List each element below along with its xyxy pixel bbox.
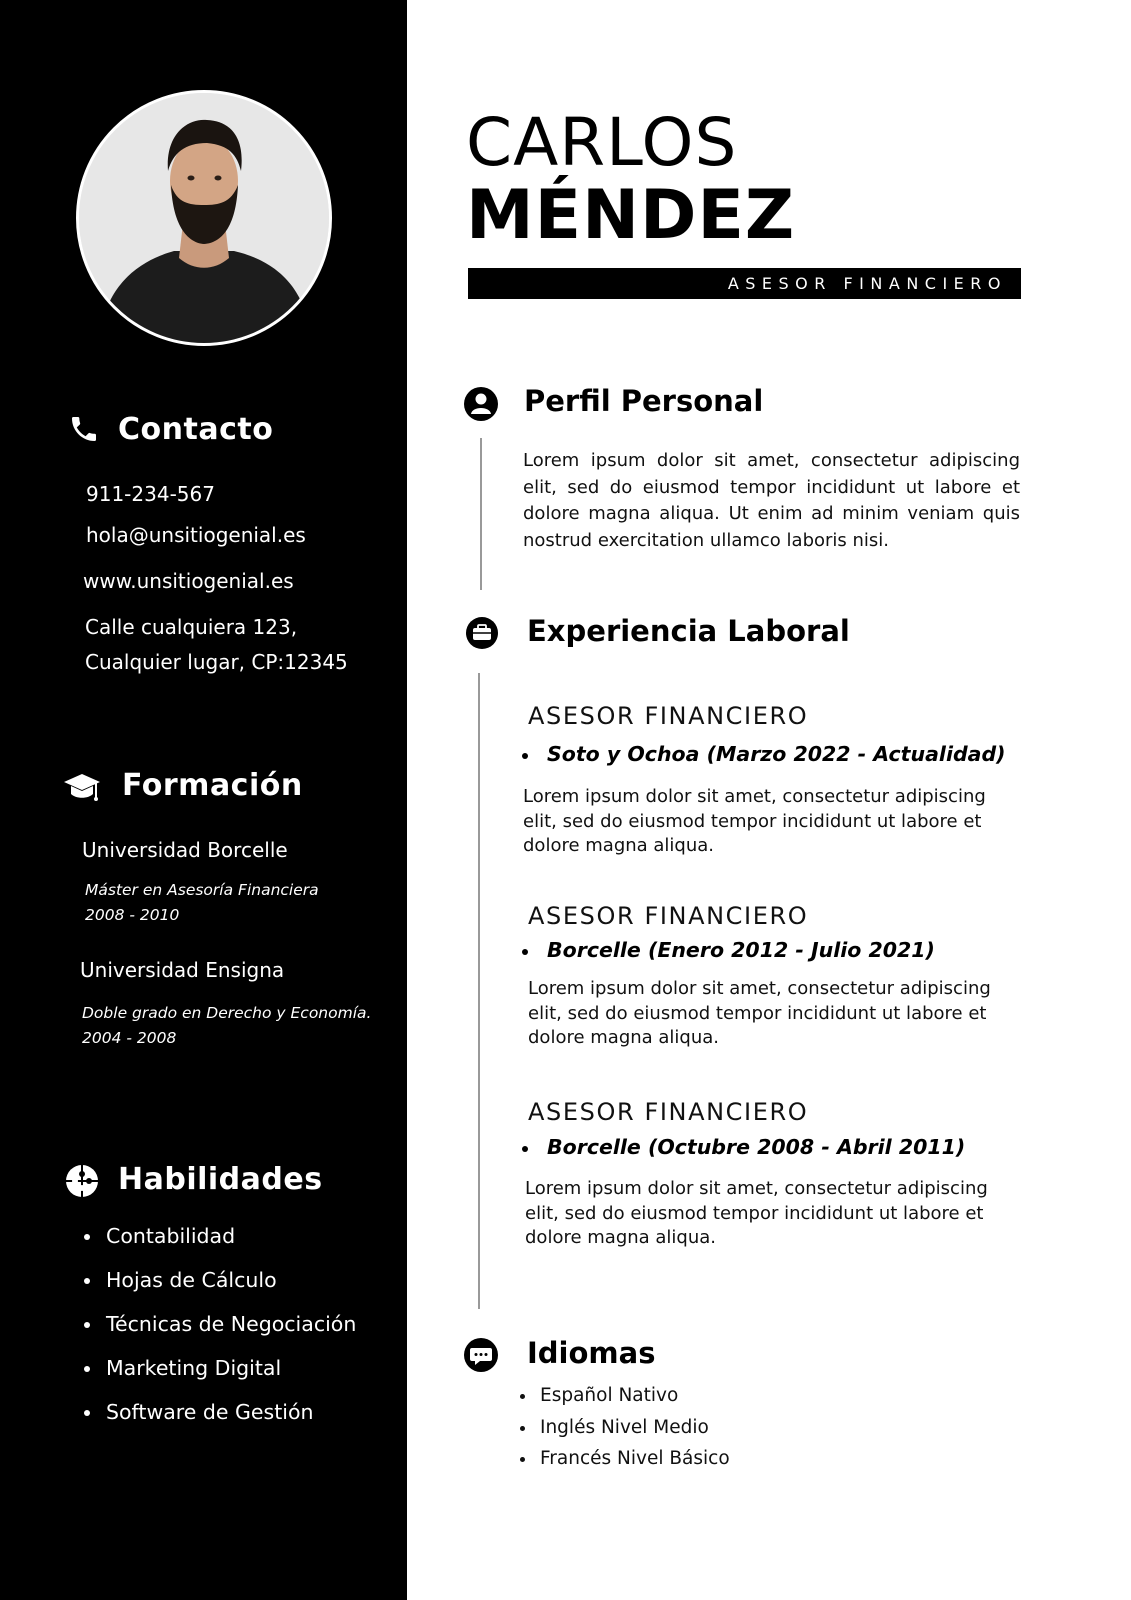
education-heading: Formación [122,768,303,803]
profile-text: Lorem ipsum dolor sit amet, consectetur adipiscing elit, sed do eiusmod tempor incididunt ut labore et dolore magna aliqua. Ut enim ad minim veniam quis nostrud exercitation ullamco laboris nisi. [523,450,1020,551]
job-description: Lorem ipsum dolor sit amet, consectetur adipiscing elit, sed do eiusmod tempor incididunt ut labore et dolore magna aliqua. [523,786,986,856]
job-title: ASESOR FINANCIERO [727,274,1007,293]
profile-heading: Perfil Personal [524,384,764,418]
job-description: Lorem ipsum dolor sit amet, consectetur adipiscing elit, sed do eiusmod tempor incididunt ut labore et dolore magna aliqua. [528,978,991,1048]
language-item: Inglés Nivel Medio [520,1417,730,1449]
contact-website: www.unsitiogenial.es [83,569,294,593]
chat-bubble-icon [463,1337,499,1377]
skill-item: Técnicas de Negociación [84,1311,356,1355]
contact-heading: Contacto [118,412,274,447]
skill-item: Marketing Digital [84,1355,356,1399]
job-title-item: ASESOR FINANCIERO [528,902,809,930]
job-company: Soto y Ochoa (Marzo 2022 - Actualidad) [522,742,1006,766]
education-school: Universidad Borcelle [82,838,288,862]
job-description: Lorem ipsum dolor sit amet, consectetur adipiscing elit, sed do eiusmod tempor incididunt ut labore et dolore magna aliqua. [525,1178,988,1248]
languages-list [520,1385,730,1480]
language-item: Español Nativo [520,1385,730,1417]
skills-heading: Habilidades [118,1162,323,1197]
job-company: Borcelle (Enero 2012 - Julio 2021) [522,938,935,962]
phone-icon [68,413,100,449]
profile-photo [76,90,332,346]
first-name: CARLOS [466,104,738,181]
contact-address-line2: Cualquier lugar, CP:12345 [85,650,348,674]
job-title-banner [468,268,1021,299]
briefcase-icon [465,616,499,654]
puzzle-icon [64,1163,100,1203]
skill-item: Software de Gestión [84,1399,356,1443]
contact-address-line1: Calle cualquiera 123, [85,615,298,639]
user-icon [463,386,499,426]
job-title-item: ASESOR FINANCIERO [528,702,809,730]
education-degree: Máster en Asesoría Financiera [85,881,319,899]
job-company: Borcelle (Octubre 2008 - Abril 2011) [522,1135,965,1159]
experience-heading: Experiencia Laboral [527,614,850,648]
skill-item: Hojas de Cálculo [84,1267,356,1311]
graduation-cap-icon [62,770,102,810]
languages-heading: Idiomas [527,1336,656,1370]
education-years: 2004 - 2008 [82,1029,177,1047]
education-degree: Doble grado en Derecho y Economía. [82,1004,372,1022]
timeline-line [478,673,480,1309]
skill-item: Contabilidad [84,1223,356,1267]
education-school: Universidad Ensigna [80,958,285,982]
skills-list [84,1223,356,1443]
contact-phone: 911-234-567 [86,482,215,506]
language-item: Francés Nivel Básico [520,1448,730,1480]
education-years: 2008 - 2010 [85,906,180,924]
timeline-line [480,438,482,590]
contact-email: hola@unsitiogenial.es [86,523,306,547]
job-title-item: ASESOR FINANCIERO [528,1098,809,1126]
sidebar [0,0,407,1600]
last-name: MÉNDEZ [466,176,796,255]
